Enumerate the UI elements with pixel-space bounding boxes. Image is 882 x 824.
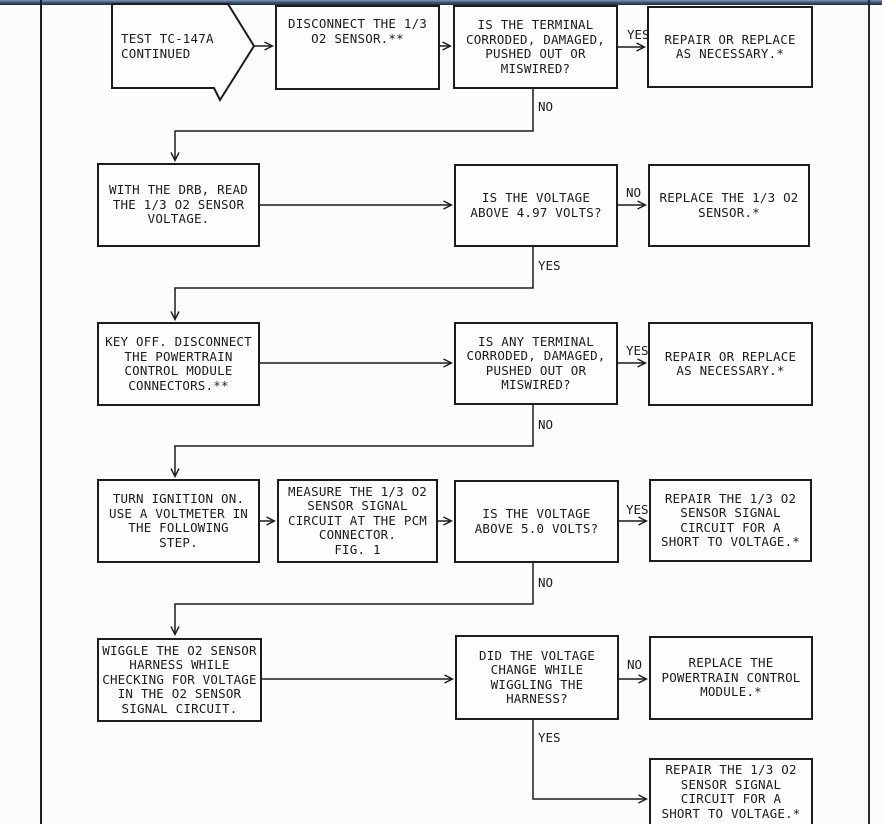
flow-box-voltage-above-497: [454, 164, 618, 247]
flow-box-replace-pcm: [649, 636, 813, 720]
flow-box-repair-short-1: [649, 479, 812, 562]
flow-box-key-off-disconnect-pcm: [97, 322, 260, 406]
flow-box-terminal-check-2: [454, 322, 618, 405]
flow-box-read-voltage-drb: [97, 163, 260, 247]
flow-box-repair-replace-1: [647, 6, 813, 88]
flow-box-text: IS THE TERMINAL CORRODED, DAMAGED, PUSHED OUT OR MISWIRED?: [465, 17, 606, 76]
flow-box-voltage-change-check: [455, 635, 619, 720]
edge-label-terminal2-no: NO: [538, 417, 554, 432]
flow-box-text: WIGGLE THE O2 SENSOR HARNESS WHILE CHECKING FOR VOLTAGE IN THE O2 SENSOR SIGNAL CIRCUIT.: [102, 642, 257, 716]
edge-label-voltage497-no: NO: [626, 185, 642, 200]
flow-box-repair-short-2: [649, 758, 813, 824]
edge-voltage497-yes: [175, 247, 533, 319]
edge-label-voltage50-yes: YES: [626, 502, 649, 517]
edge-terminal2-no: [175, 405, 533, 476]
edge-label-change-yes: YES: [538, 730, 561, 745]
flow-box-terminal-check-1: [453, 5, 618, 89]
flow-box-text: MEASURE THE 1/3 O2 SENSOR SIGNAL CIRCUIT AT THE PCM CONNECTOR. FIG. 1: [287, 483, 428, 557]
edge-label-terminal1-no: NO: [538, 99, 554, 114]
flow-box-repair-replace-2: [648, 322, 813, 406]
flow-box-text: REPAIR OR REPLACE AS NECESSARY.*: [664, 348, 797, 378]
flow-box-replace-sensor: [648, 164, 810, 247]
edge-label-terminal1-yes: YES: [627, 27, 650, 42]
flow-box-text: IS ANY TERMINAL CORRODED, DAMAGED, PUSHED OUT OR MISWIRED?: [466, 333, 606, 392]
flow-box-text: KEY OFF. DISCONNECT THE POWERTRAIN CONTROL MODULE CONNECTORS.**: [105, 334, 252, 393]
edge-label-terminal2-yes: YES: [626, 343, 649, 358]
flow-box-text: IS THE VOLTAGE ABOVE 4.97 VOLTS?: [470, 190, 602, 220]
flow-box-text: TURN IGNITION ON. USE A VOLTMETER IN THE FOLLOWING STEP.: [108, 491, 249, 550]
start-node-label: TEST TC-147A CONTINUED: [121, 31, 214, 61]
edge-label-voltage50-no: NO: [538, 575, 554, 590]
flow-box-text: REPAIR OR REPLACE AS NECESSARY.*: [664, 31, 796, 61]
flow-box-disconnect-sensor: [275, 5, 440, 90]
flow-box-wiggle-harness: [97, 638, 262, 722]
flow-box-text: REPAIR THE 1/3 O2 SENSOR SIGNAL CIRCUIT FOR A SHORT TO VOLTAGE.*: [661, 762, 801, 821]
flow-box-turn-ignition-on: [97, 479, 260, 563]
edge-label-change-no: NO: [627, 657, 643, 672]
edge-terminal1-no: [175, 89, 533, 160]
flow-box-text: WITH THE DRB, READ THE 1/3 O2 SENSOR VOLTAGE.: [108, 182, 249, 227]
flow-box-text: REPLACE THE 1/3 O2 SENSOR.*: [659, 190, 799, 220]
flow-box-voltage-above-50: [454, 480, 619, 563]
flow-box-measure-signal-circuit: [277, 479, 438, 563]
edge-label-voltage497-yes: YES: [538, 258, 561, 273]
edge-voltage50-no: [175, 563, 533, 634]
flow-box-text: REPAIR THE 1/3 O2 SENSOR SIGNAL CIRCUIT FOR A SHORT TO VOLTAGE.*: [660, 490, 801, 549]
flow-box-text: REPLACE THE POWERTRAIN CONTROL MODULE.*: [661, 655, 801, 700]
flow-box-text: DISCONNECT THE 1/3 O2 SENSOR.**: [287, 16, 428, 46]
flow-box-text: DID THE VOLTAGE CHANGE WHILE WIGGLING THE HARNESS?: [479, 647, 595, 706]
flow-box-text: IS THE VOLTAGE ABOVE 5.0 VOLTS?: [474, 506, 599, 536]
